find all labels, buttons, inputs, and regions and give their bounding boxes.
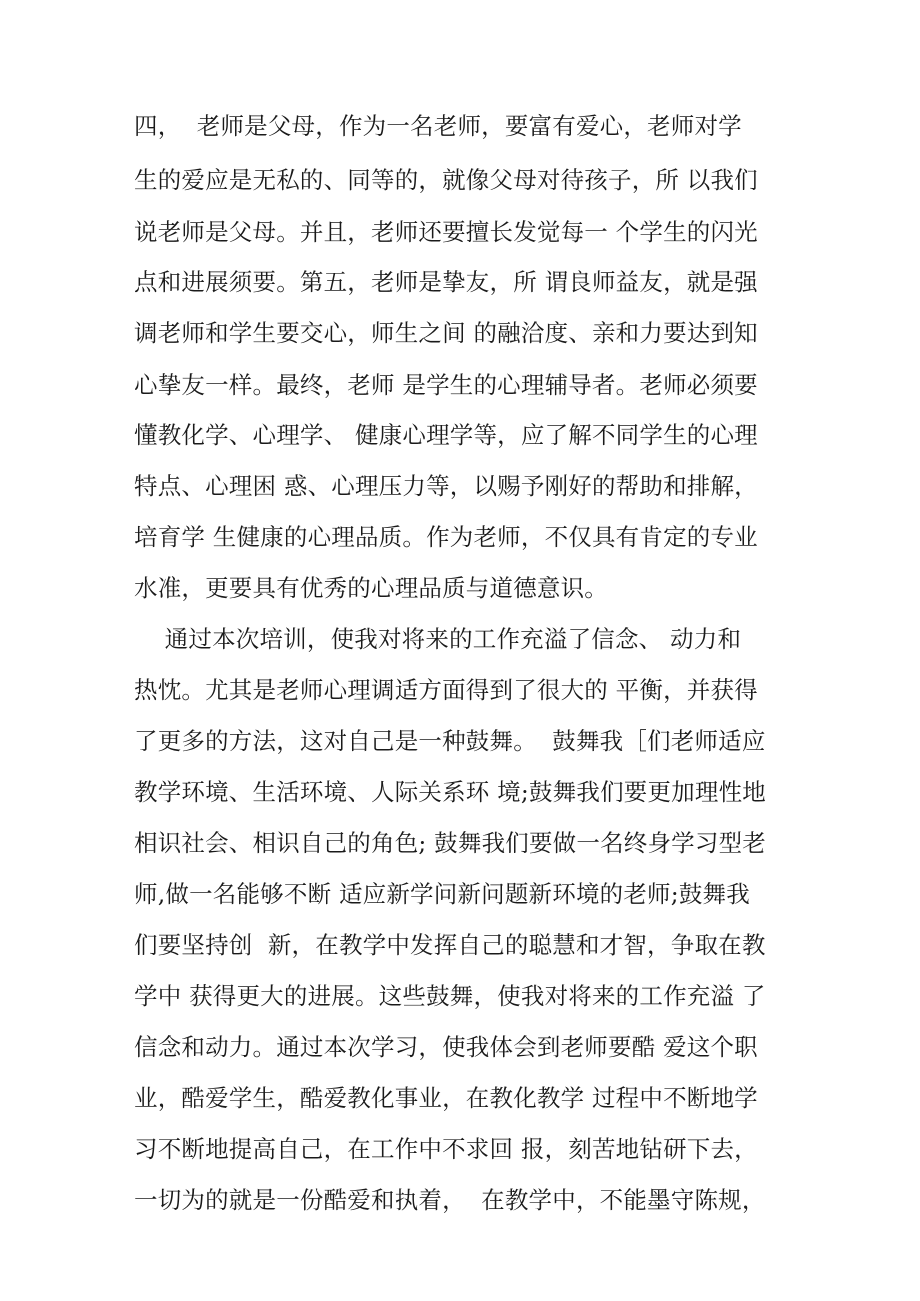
text-line: 点和进展须要。第五，老师是挚友，所 谓良师益友，就是强 bbox=[134, 268, 758, 296]
text-line: 信念和动力。通过本次学习，使我体会到老师要酷 爱这个职 bbox=[134, 1033, 758, 1061]
text-line: 们要坚持创 新，在教学中发挥自己的聪慧和才智，争取在教 bbox=[134, 931, 766, 959]
text-line: 懂教化学、心理学、 健康心理学等，应了解不同学生的心理 bbox=[134, 421, 758, 449]
text-line: 心挚友一样。最终，老师 是学生的心理辅导者。老师必须要 bbox=[134, 371, 758, 399]
text-line: 特点、心理困 惑、心理压力等，以赐予刚好的帮助和排解， bbox=[134, 472, 758, 500]
text-line: 了更多的方法，这对自己是一种鼓舞。 鼓舞我［们老师适应 bbox=[134, 727, 766, 755]
text-line: 说老师是父母。并且，老师还要擅长发觉每一 个学生的闪光 bbox=[134, 218, 758, 246]
text-line: 热忱。尤其是老师心理调适方面得到了很大的 平衡，并获得 bbox=[134, 676, 758, 704]
text-line: 师,做一名能够不断 适应新学问新问题新环境的老师;鼓舞我 bbox=[134, 880, 750, 908]
text-line: 习不断地提高自己，在工作中不求回 报，刻苦地钻研下去， bbox=[134, 1135, 758, 1163]
text-line: 培育学 生健康的心理品质。作为老师，不仅具有肯定的专业 bbox=[134, 523, 758, 551]
text-line: 生的爱应是无私的、同等的，就像父母对待孩子，所 以我们 bbox=[134, 166, 758, 194]
text-line: 业，酷爱学生，酷爱教化事业，在教化教学 过程中不断地学 bbox=[134, 1084, 758, 1112]
text-line: 调老师和学生要交心，师生之间 的融洽度、亲和力要达到知 bbox=[134, 319, 758, 347]
text-line: 一切为的就是一份酷爱和执着， 在教学中，不能墨守陈规， bbox=[134, 1186, 766, 1214]
text-line: 四， 老师是父母，作为一名老师，要富有爱心，老师对学 bbox=[134, 112, 742, 140]
text-line: 水准，更要具有优秀的心理品质与道德意识。 bbox=[134, 574, 608, 602]
text-line: 学中 获得更大的进展。这些鼓舞，使我对将来的工作充溢 了 bbox=[134, 982, 766, 1010]
text-line: 教学环境、生活环境、人际关系环 境;鼓舞我们要更加理性地 bbox=[134, 778, 766, 806]
text-line: 相识社会、相识自己的角色; 鼓舞我们要做一名终身学习型老 bbox=[134, 829, 766, 857]
text-line: 通过本次培训，使我对将来的工作充溢了信念、 动力和 bbox=[134, 625, 742, 653]
